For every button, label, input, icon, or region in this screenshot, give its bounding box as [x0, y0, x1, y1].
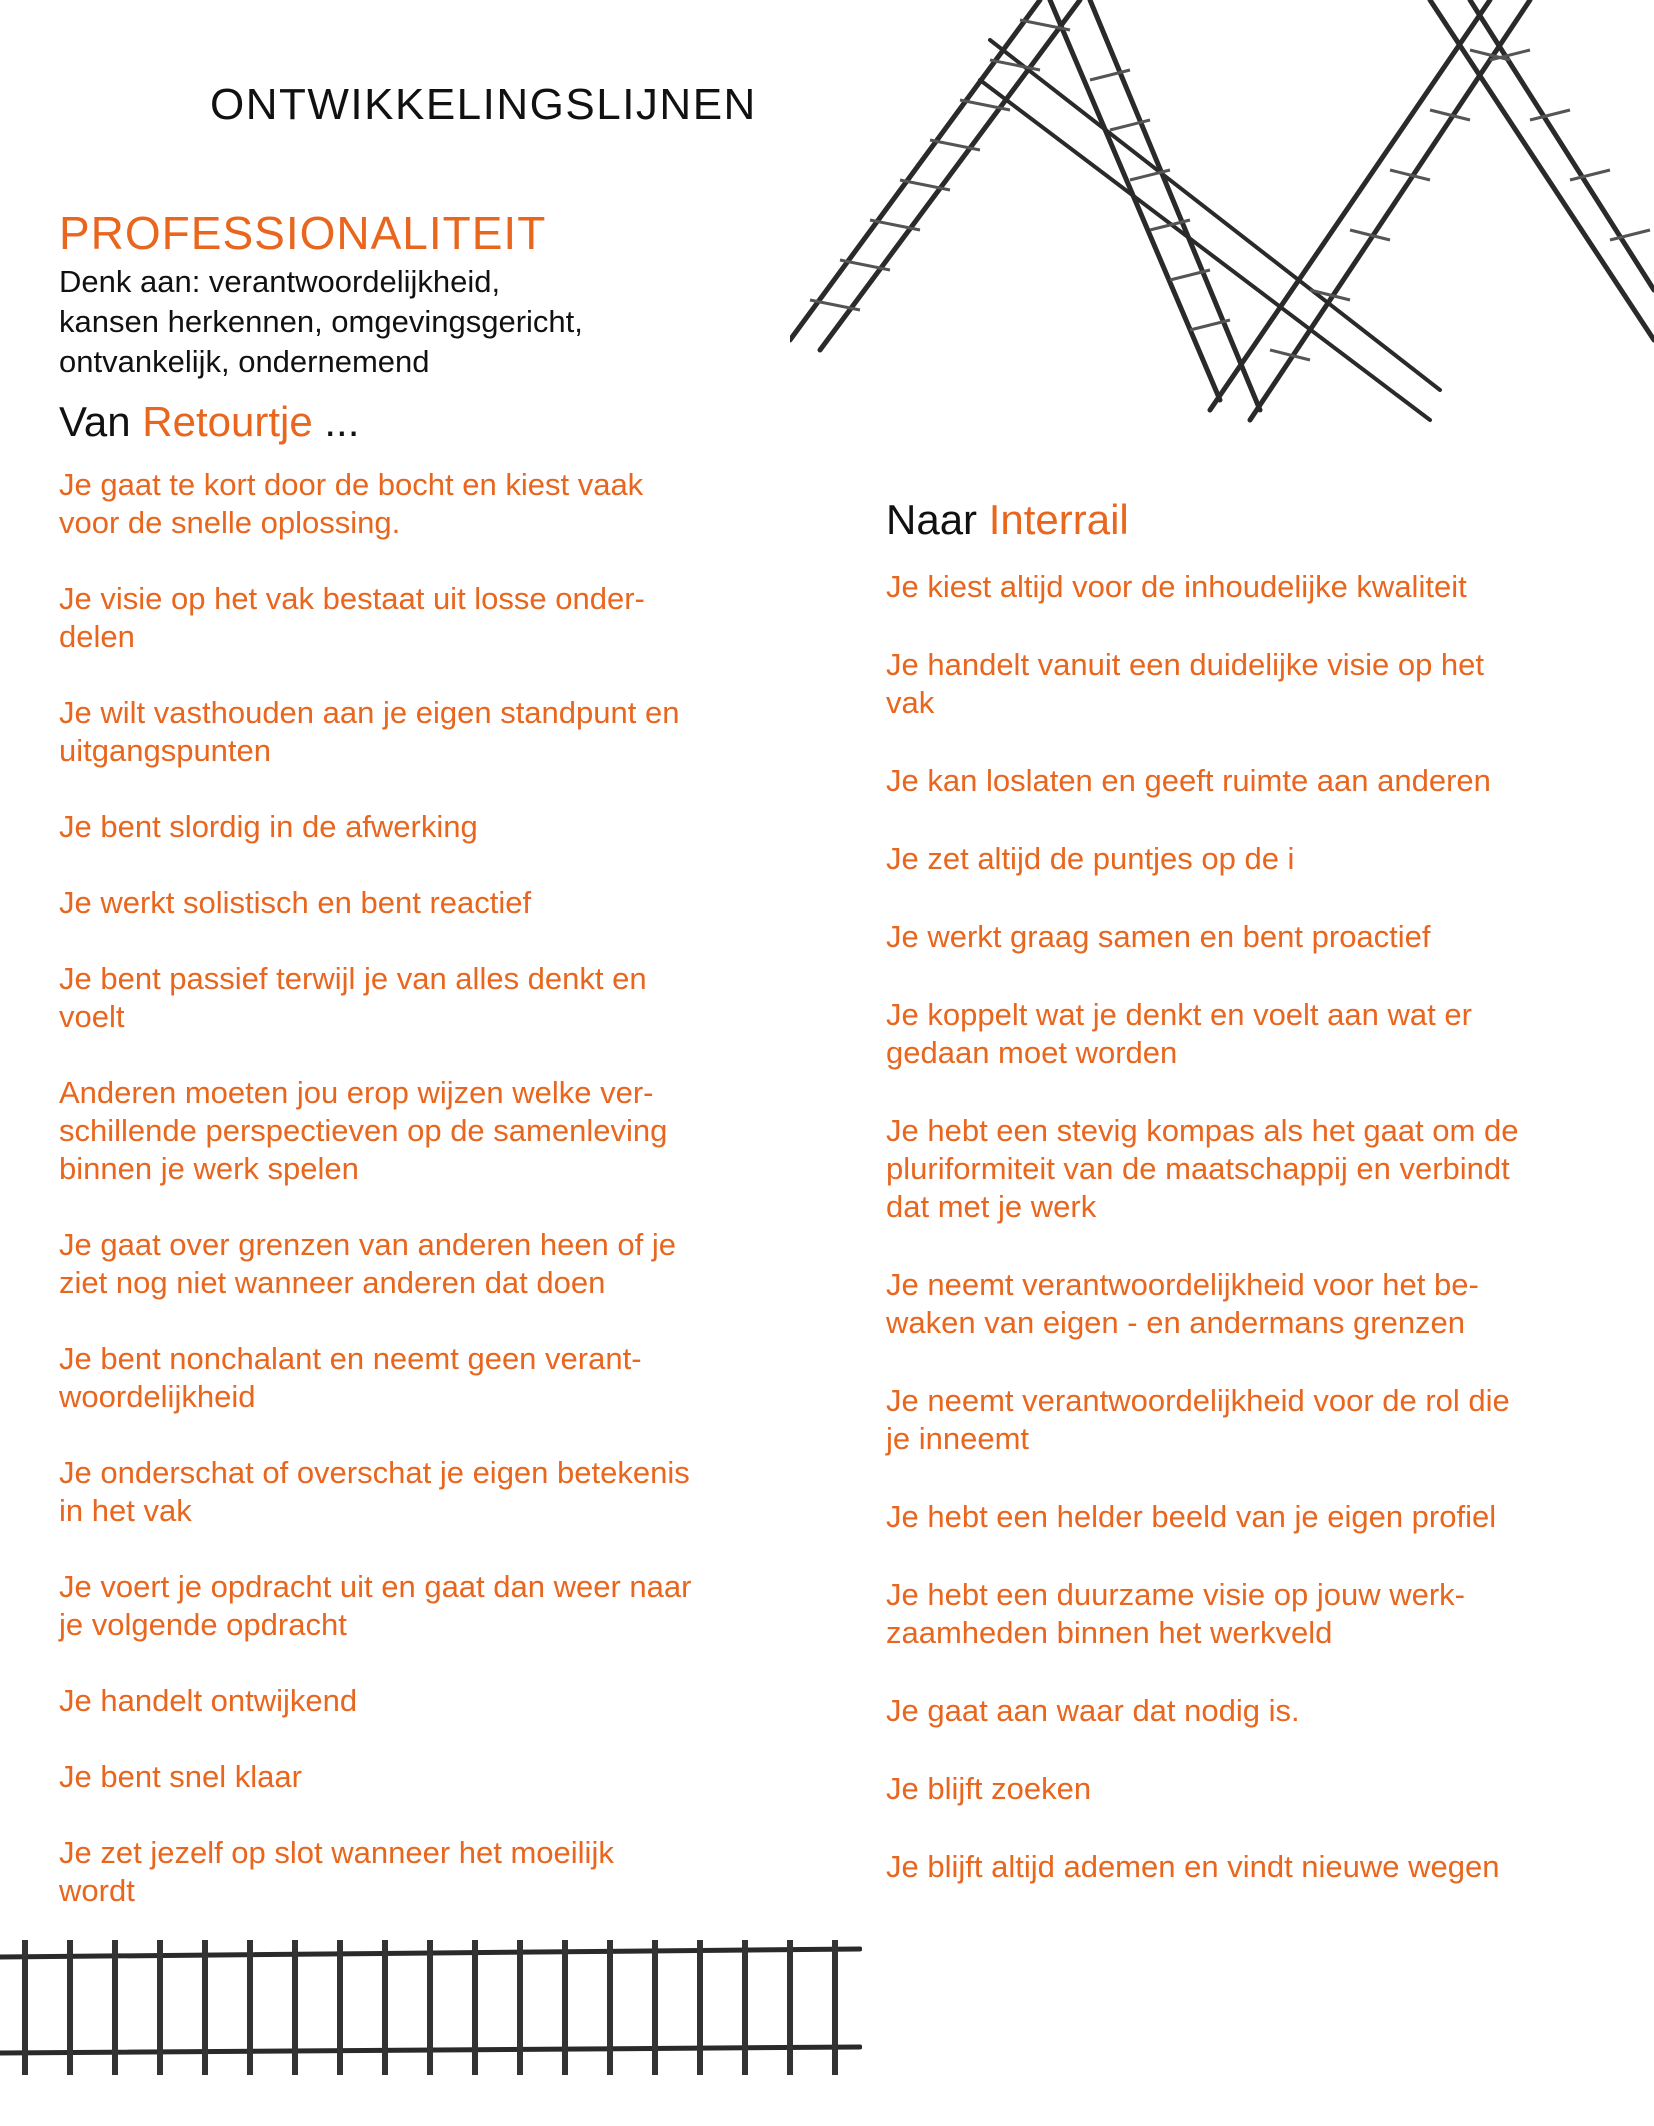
page-title: ONTWIKKELINGSLIJNEN — [210, 80, 757, 129]
list-item — [59, 884, 779, 922]
right-list — [886, 568, 1626, 1926]
list-item-line: voor de snelle oplossing. — [59, 505, 401, 540]
think-about — [59, 262, 759, 382]
list-item-line: wordt — [59, 1873, 135, 1908]
list-item-line: Je blijft zoeken — [886, 1771, 1092, 1806]
list-item-line: Je bent passief terwijl je van alles denkt en — [59, 961, 647, 996]
list-item — [59, 1340, 779, 1416]
list-item — [886, 840, 1626, 878]
list-item-line: gedaan moet worden — [886, 1035, 1178, 1070]
list-item — [886, 1770, 1626, 1808]
list-item-line: Je handelt ontwijkend — [59, 1683, 358, 1718]
list-item-line: Je gaat aan waar dat nodig is. — [886, 1693, 1300, 1728]
left-column-heading — [59, 398, 359, 446]
list-item-line: delen — [59, 619, 135, 654]
list-item-line: pluriformiteit van de maatschappij en verbindt — [886, 1151, 1510, 1186]
list-item — [886, 568, 1626, 606]
list-item-line: zaamheden binnen het werkveld — [886, 1615, 1333, 1650]
list-item-line: Je voert je opdracht uit en gaat dan weer naar — [59, 1569, 692, 1604]
railway-track-illustration — [0, 1935, 862, 2095]
think-about-line: kansen herkennen, omgevingsgericht, — [59, 304, 583, 339]
list-item-line: Je zet altijd de puntjes op de i — [886, 841, 1295, 876]
list-item — [886, 1382, 1626, 1458]
list-item — [59, 960, 779, 1036]
list-item-line: Je gaat te kort door de bocht en kiest vaak — [59, 467, 644, 502]
list-item-line: woordelijkheid — [59, 1379, 256, 1414]
list-item — [59, 466, 779, 542]
list-item-line: Je onderschat of overschat je eigen betekenis — [59, 1455, 690, 1490]
list-item-line: Je zet jezelf op slot wanneer het moeilijk — [59, 1835, 614, 1870]
list-item-line: je volgende opdracht — [59, 1607, 347, 1642]
list-item-line: Je hebt een duurzame visie op jouw werk- — [886, 1577, 1465, 1612]
list-item-line: Je neemt verantwoordelijkheid voor het be- — [886, 1267, 1479, 1302]
list-item-line: in het vak — [59, 1493, 192, 1528]
list-item — [59, 1834, 779, 1910]
list-item — [59, 1682, 779, 1720]
list-item-line: Je gaat over grenzen van anderen heen of je — [59, 1227, 677, 1262]
list-item — [886, 996, 1626, 1072]
list-item-line: je inneemt — [886, 1421, 1030, 1456]
list-item-line: dat met je werk — [886, 1189, 1097, 1224]
list-item — [886, 762, 1626, 800]
list-item-line: Je hebt een stevig kompas als het gaat om de — [886, 1113, 1519, 1148]
list-item — [59, 1758, 779, 1796]
list-item — [886, 1498, 1626, 1536]
list-item — [59, 808, 779, 846]
list-item — [59, 1568, 779, 1644]
list-item — [886, 1692, 1626, 1730]
list-item-line: ziet nog niet wanneer anderen dat doen — [59, 1265, 606, 1300]
left-list — [59, 466, 779, 1948]
list-item-line: Je kiest altijd voor de inhoudelijke kwaliteit — [886, 569, 1467, 604]
list-item-line: Je bent snel klaar — [59, 1759, 302, 1794]
right-heading-accent: Interrail — [988, 496, 1129, 543]
list-item-line: Je blijft altijd ademen en vindt nieuwe wegen — [886, 1849, 1500, 1884]
list-item-line: vak — [886, 685, 935, 720]
list-item-line: Je werkt graag samen en bent proactief — [886, 919, 1431, 954]
bottom-ties — [25, 1940, 835, 2075]
list-item — [59, 694, 779, 770]
list-item-line: Je wilt vasthouden aan je eigen standpunt en — [59, 695, 680, 730]
list-item-line: uitgangspunten — [59, 733, 272, 768]
list-item-line: Je neemt verantwoordelijkheid voor de rol die — [886, 1383, 1510, 1418]
list-item-line: voelt — [59, 999, 125, 1034]
list-item-line: Je handelt vanuit een duidelijke visie op het — [886, 647, 1485, 682]
right-column-heading — [886, 496, 1129, 544]
list-item — [886, 918, 1626, 956]
think-about-line: Denk aan: verantwoordelijkheid, — [59, 264, 501, 299]
list-item-line: Je visie op het vak bestaat uit losse onder- — [59, 581, 645, 616]
list-item — [886, 1112, 1626, 1226]
left-heading-accent: Retourtje — [142, 398, 313, 445]
list-item-line: Anderen moeten jou erop wijzen welke ver- — [59, 1075, 654, 1110]
list-item — [886, 1576, 1626, 1652]
list-item — [59, 1454, 779, 1530]
list-item-line: Je hebt een helder beeld van je eigen profiel — [886, 1499, 1497, 1534]
list-item — [59, 1074, 779, 1188]
list-item — [59, 580, 779, 656]
subject-heading: PROFESSIONALITEIT — [59, 207, 547, 259]
list-item-line: waken van eigen - en andermans grenzen — [886, 1305, 1466, 1340]
list-item — [59, 1226, 779, 1302]
list-item-line: Je bent nonchalant en neemt geen verant- — [59, 1341, 642, 1376]
right-heading-prefix: Naar — [886, 496, 978, 543]
left-heading-prefix: Van — [59, 398, 131, 445]
list-item-line: Je kan loslaten en geeft ruimte aan anderen — [886, 763, 1491, 798]
think-about-line: ontvankelijk, ondernemend — [59, 344, 430, 379]
list-item-line: Je koppelt wat je denkt en voelt aan wat er — [886, 997, 1472, 1032]
list-item-line: Je bent slordig in de afwerking — [59, 809, 478, 844]
list-item-line: binnen je werk spelen — [59, 1151, 359, 1186]
list-item-line: Je werkt solistisch en bent reactief — [59, 885, 532, 920]
list-item — [886, 646, 1626, 722]
crossing-tracks-illustration — [790, 0, 1654, 450]
list-item — [886, 1266, 1626, 1342]
left-heading-suffix: ... — [312, 398, 360, 445]
list-item-line: schillende perspectieven op de samenleving — [59, 1113, 668, 1148]
list-item — [886, 1848, 1626, 1886]
